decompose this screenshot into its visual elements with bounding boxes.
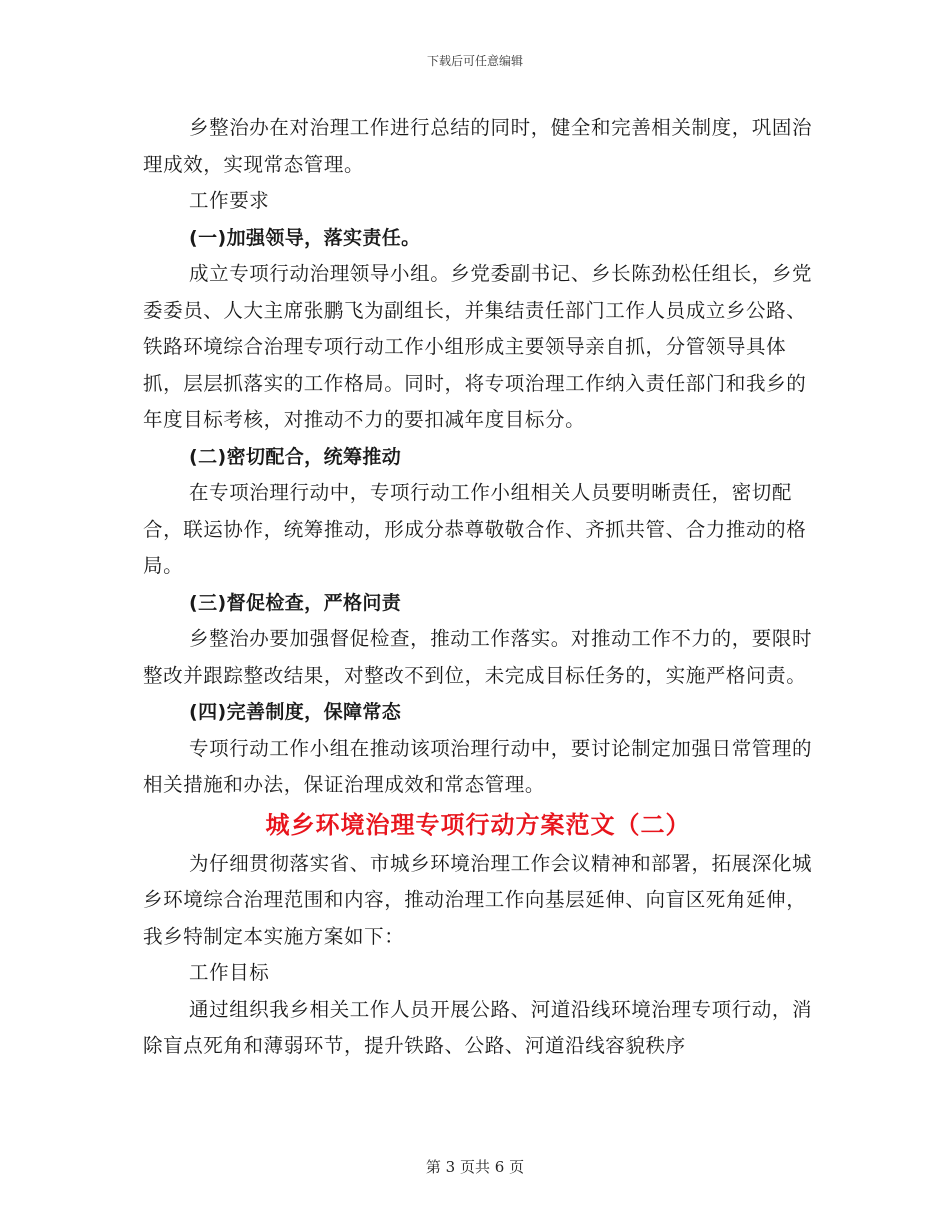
document-body: [143, 110, 813, 1065]
section-label: 工作要求: [189, 189, 270, 212]
subheading: (三)督促检查，严格问责: [189, 591, 402, 614]
paragraph: 乡整治办在对治理工作进行总结的同时，健全和完善相关制度，巩固治理成效，实现常态管理。: [143, 116, 813, 176]
subheading: (四)完善制度，保障常态: [189, 701, 402, 723]
paragraph: 乡整治办要加强督促检查，推动工作落实。对推动工作不力的，要限时整改并跟踪整改结果，对整改不到位，未完成目标任务的，实施严格问责。: [143, 627, 813, 687]
paragraph: 成立专项行动治理领导小组。乡党委副书记、乡长陈劲松任组长，乡党委委员、人大主席张鹏飞为副组长，并集结责任部门工作人员成立乡公路、铁路环境综合治理专项行动工作小组形成主要领导亲自抓，分管领导具体抓，层层抓落实的工作格局。同时，将专项治理工作纳入责任部门和我乡的年度目标考核，对推动不力的要扣减年度目标分。: [143, 262, 813, 431]
subheading: (二)密切配合，统筹推动: [189, 445, 402, 468]
subheading: (一)加强领导，落实责任。: [189, 226, 421, 249]
paragraph: 通过组织我乡相关工作人员开展公路、河道沿线环境治理专项行动，消除盲点死角和薄弱环节，提升铁路、公路、河道沿线容貌秩序: [143, 997, 813, 1057]
section-label: 工作目标: [189, 961, 270, 984]
paragraph: 为仔细贯彻落实省、市城乡环境治理工作会议精神和部署，拓展深化城乡环境综合治理范围和内容，推动治理工作向基层延伸、向盲区死角延伸，我乡特制定本实施方案如下：: [143, 851, 813, 948]
page-header: 下载后可任意编辑: [426, 54, 523, 68]
section-title: 城乡环境治理专项行动方案范文（二）: [265, 810, 691, 839]
paragraph: 专项行动工作小组在推动该项治理行动中，要讨论制定加强日常管理的相关措施和办法，保证治理成效和常态管理。: [143, 736, 813, 796]
page-footer: 第 3 页共 6 页: [425, 1158, 525, 1176]
paragraph: 在专项治理行动中，专项行动工作小组相关人员要明晰责任，密切配合，联运协作，统筹推动，形成分恭尊敬敬合作、齐抓共管、合力推动的格局。: [143, 481, 807, 577]
